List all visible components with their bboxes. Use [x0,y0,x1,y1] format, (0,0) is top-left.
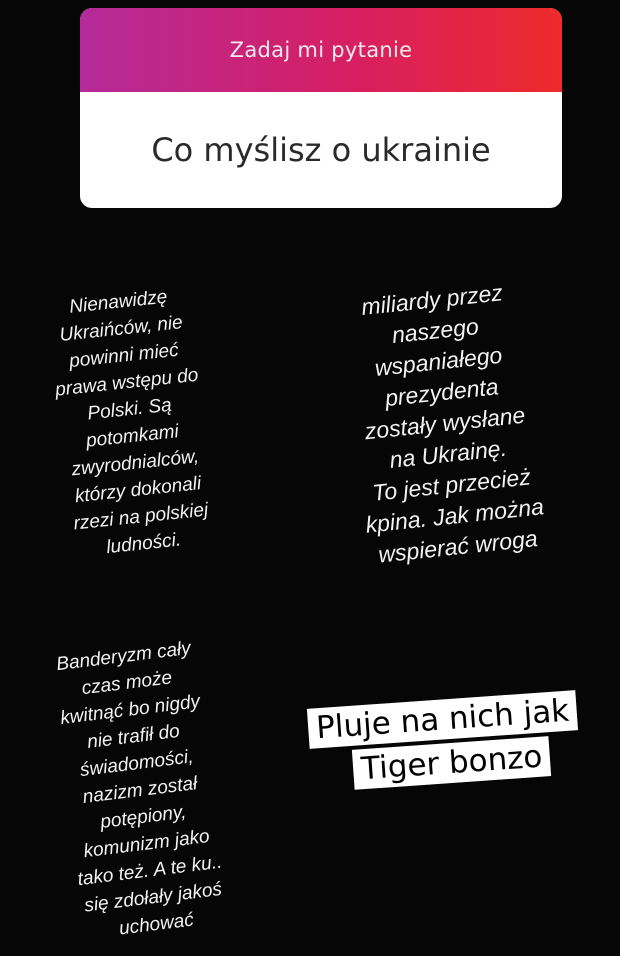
question-text: Co myślisz o ukrainie [151,131,491,169]
sticker-line-2: Tiger bonzo [352,736,552,790]
text-note-left: Nienawidzę Ukraińców, nie powinni mieć prawa wstępu do Polski. Są potomkami zwyrodnialców, którzy dokonali rzezi na polskiej ludności. [54,286,210,559]
question-sticker-header [80,8,562,92]
question-sticker [80,8,562,208]
text-note-bottom-left: Banderyzm cały czas może kwitnąć bo nigdy nie trafił do świadomości, nazizm został potępiony, komunizm jako tako też. A te ku.. się zdołały jakoś uchować [55,637,224,940]
sticker-line-1: Pluje na nich jak [307,690,578,749]
question-sticker-body [80,92,562,208]
text-sticker-highlight [307,687,620,808]
text-note-right: miliardy przez naszego wspaniałego prezydenta zostały wysłane na Ukrainę. To jest przecież kpina. Jak można wspierać wroga [360,279,546,568]
question-prompt: Zadaj mi pytanie [229,38,413,62]
